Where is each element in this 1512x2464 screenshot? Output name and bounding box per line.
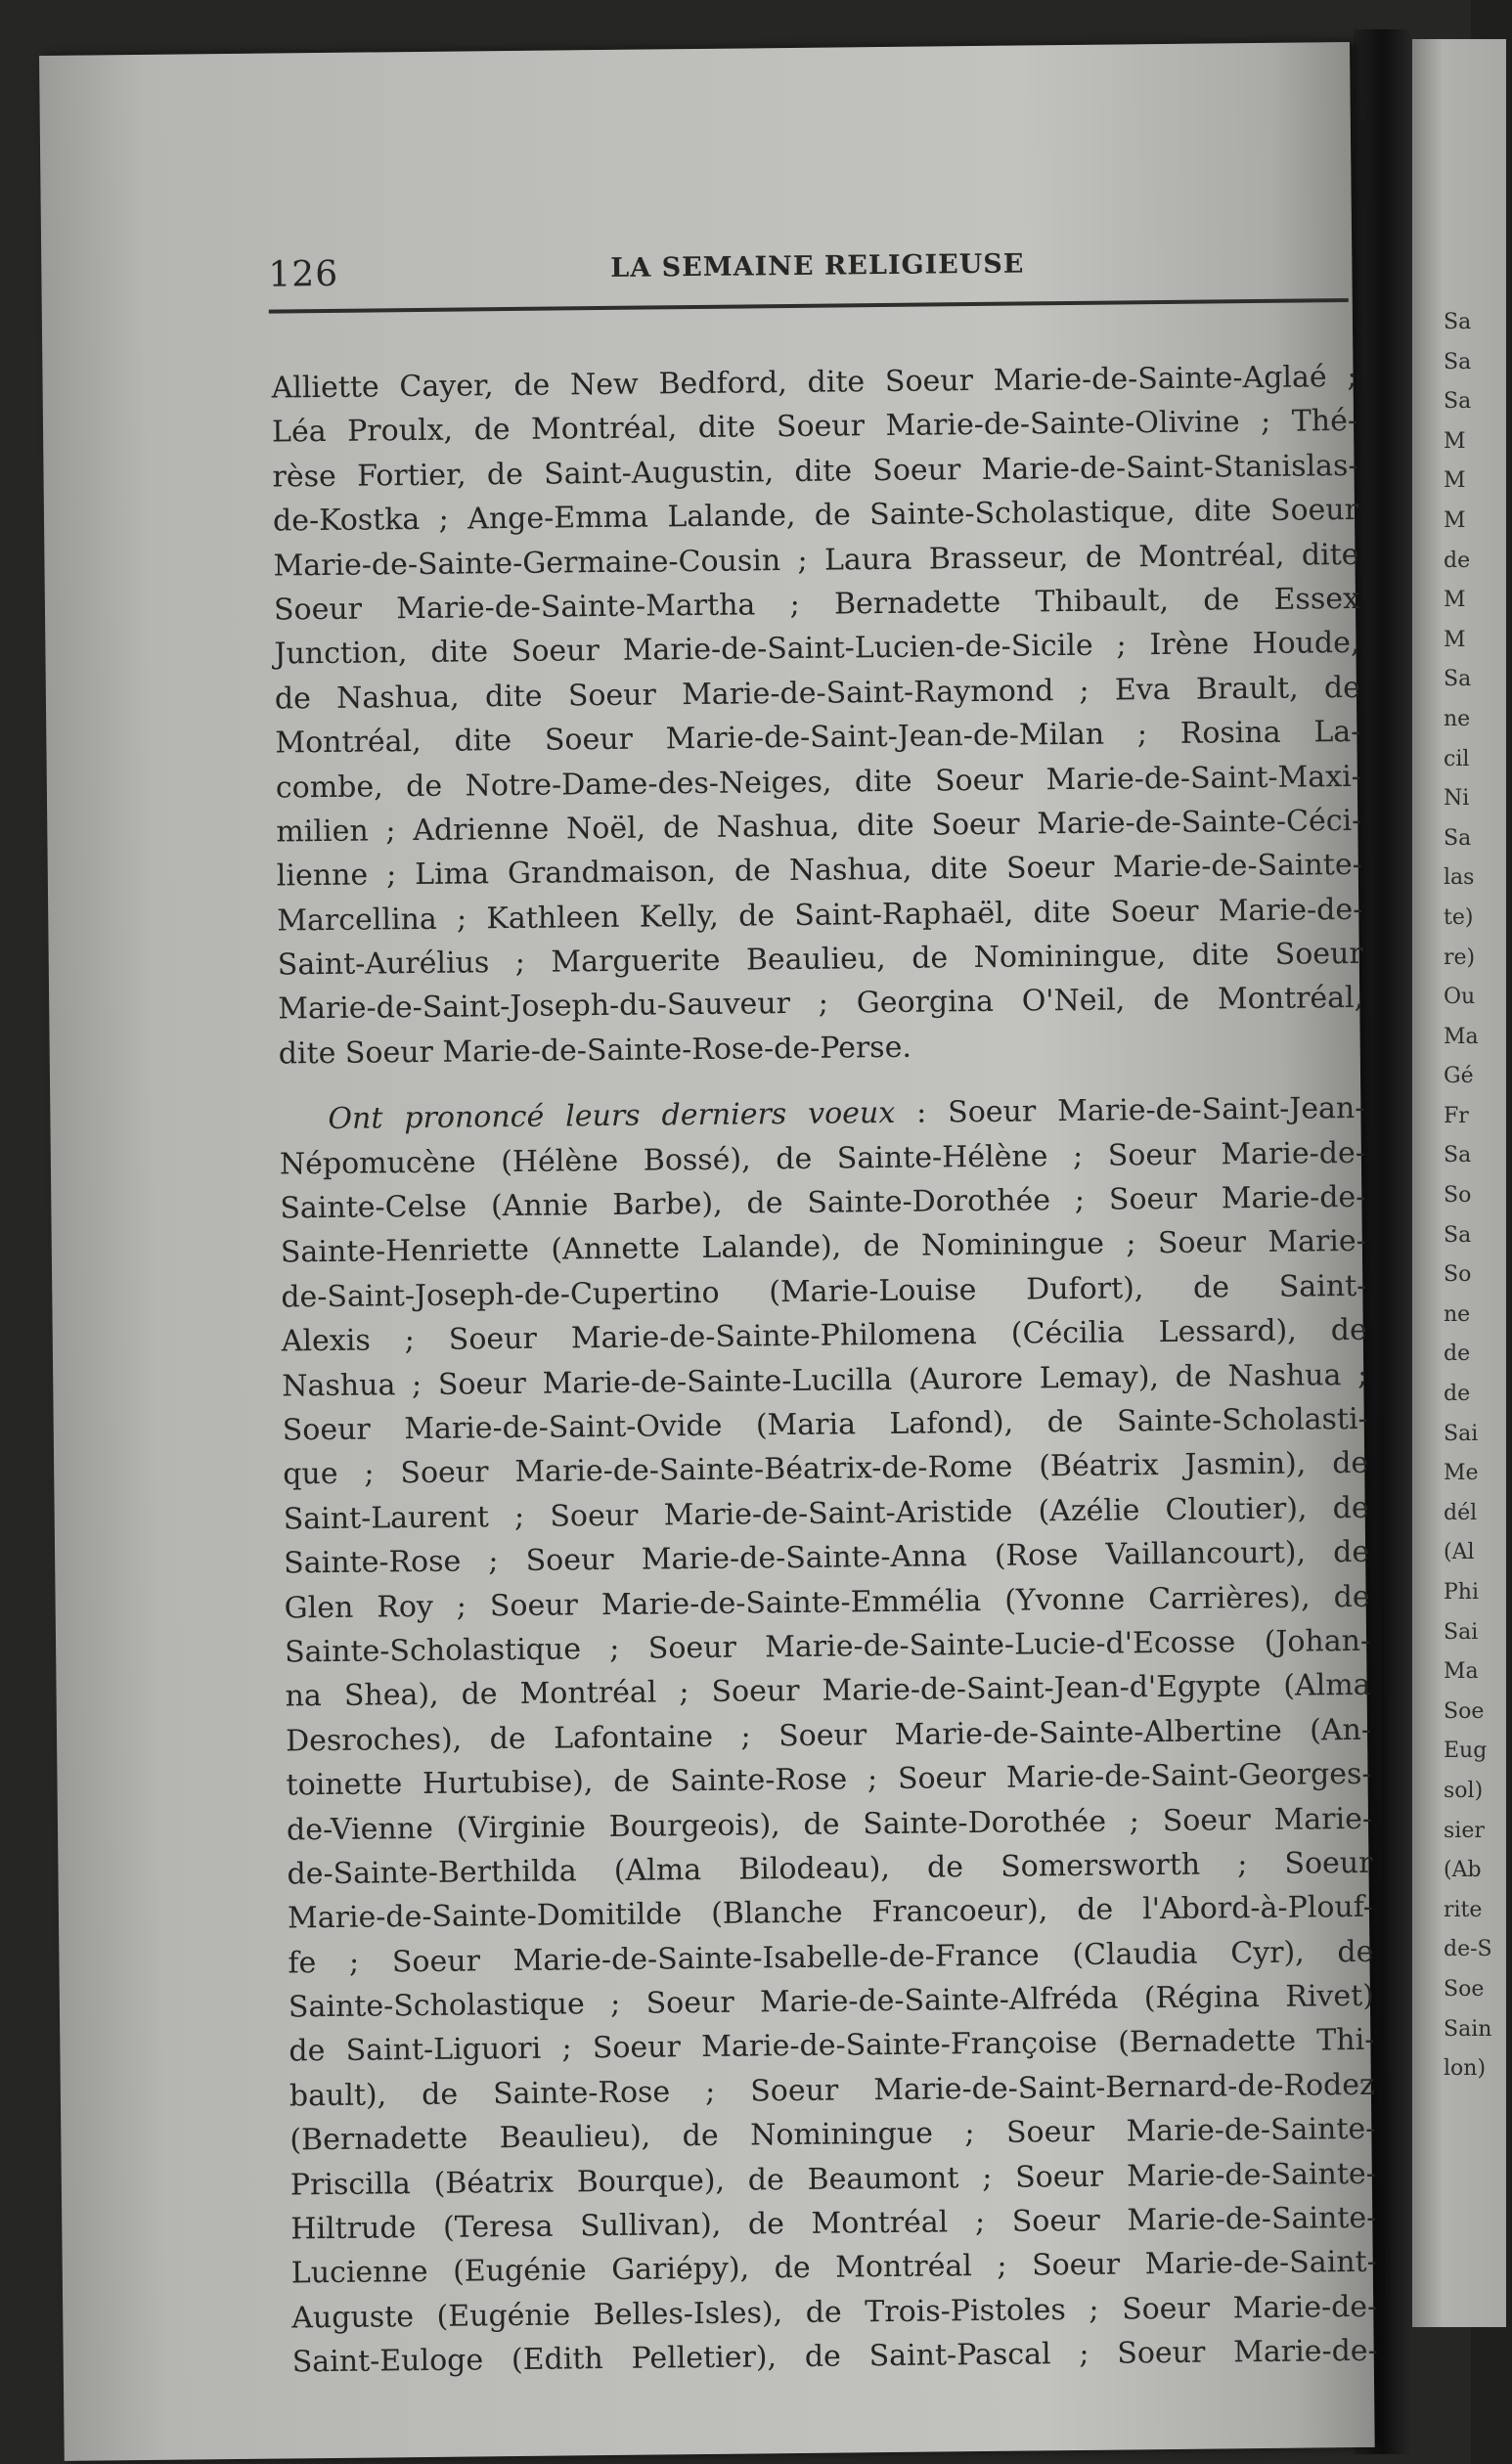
facing-page-fragment: Phi [1444,1580,1480,1605]
facing-page-fragment: Sa [1444,825,1472,851]
facing-page-fragment: Sa [1444,667,1472,692]
facing-page-fragment: M [1444,468,1466,494]
body-text [271,355,1388,2385]
facing-page-fragment: sol) [1444,1778,1484,1803]
facing-page-fragment: Fr [1444,1103,1469,1128]
facing-page-fragment: lon) [1444,2056,1487,2082]
text-line: na Shea), de Montréal ; Soeur Marie-de-Saint-Jean-d'Egypte (Alma [285,1668,1371,1714]
facing-page-fragment: M [1444,588,1466,613]
text-line: Saint-Aurélius ; Marguerite Beaulieu, de Nominingue, dite Soeur [277,936,1363,983]
facing-page-fragment: Ou [1444,985,1476,1010]
facing-page-edge [1408,39,1506,2327]
text-line: Alexis ; Soeur Marie-de-Sainte-Philomena (Cécilia Lessard), de [281,1313,1367,1359]
facing-page-fragment: Sai [1444,1421,1479,1446]
header-rule [269,298,1349,314]
text-line: de-Sainte-Berthilda (Alma Bilodeau), de Somersworth ; Soeur [287,1845,1373,1892]
facing-page-fragment: te) [1444,904,1474,930]
text-line: Soeur Marie-de-Saint-Ovide (Maria Lafond), de Sainte-Scholasti- [282,1401,1368,1448]
facing-page-fragment: So [1444,1183,1472,1209]
text-line: combe, de Notre-Dame-des-Neiges, dite Soeur Marie-de-Saint-Maxi- [275,759,1362,806]
text-line: de-Vienne (Virginie Bourgeois), de Sainte-Dorothée ; Soeur Marie- [286,1801,1373,1847]
facing-page-fragment: de [1444,1342,1471,1367]
facing-page-fragment: Ni [1444,786,1470,812]
text-line: Montréal, dite Soeur Marie-de-Saint-Jean-de-Milan ; Rosina La- [275,715,1361,761]
facing-page-fragment: las [1444,865,1475,891]
facing-page-fragments [1444,303,1512,2090]
text-line: Marcellina ; Kathleen Kelly, de Saint-Raphaël, dite Soeur Marie-de- [277,892,1363,939]
text-line: Hiltrude (Teresa Sullivan), de Montréal ; Soeur Marie-de-Sainte- [290,2200,1377,2247]
facing-page-fragment: Me [1444,1461,1479,1486]
text-line: Sainte-Scholastique ; Soeur Marie-de-Sainte-Alfréda (Régina Rivet) [288,1978,1375,2025]
text-line: Alliette Cayer, de New Bedford, dite Soeur Marie-de-Sainte-Aglaé ; [271,359,1357,406]
text-line: Auguste (Eugénie Belles-Isles), de Trois-Pistoles ; Soeur Marie-de- [291,2289,1378,2336]
text-line: Saint-Laurent ; Soeur Marie-de-Saint-Aristide (Azélie Cloutier), de [283,1490,1369,1537]
facing-page-fragment: ne [1444,706,1471,731]
facing-page-fragment: (Al [1444,1540,1475,1565]
facing-page-fragment: ne [1444,1301,1471,1327]
facing-page-fragment: re) [1444,945,1476,970]
text-line: toinette Hurtubise), de Sainte-Rose ; Soeur Marie-de-Saint-Georges- [286,1756,1372,1803]
paragraph-first-vows [271,355,1374,1077]
text-line: de-Saint-Joseph-de-Cupertino (Marie-Louise Dufort), de Saint- [281,1268,1367,1315]
facing-page-fragment: Ma [1444,1659,1479,1685]
text-line: fe ; Soeur Marie-de-Sainte-Isabelle-de-France (Claudia Cyr), de [288,1934,1374,1981]
facing-page-fragment: Sa [1444,310,1472,334]
text-line: Soeur Marie-de-Sainte-Martha ; Bernadette Thibault, de Essex [273,581,1360,628]
text-line: Marie-de-Sainte-Germaine-Cousin ; Laura Brasseur, de Montréal, dite [273,537,1359,584]
facing-page-fragment: cil [1444,746,1470,771]
text-line: rèse Fortier, de Saint-Augustin, dite Soeur Marie-de-Saint-Stanislas- [272,448,1358,495]
margin-smudge [6,782,25,815]
running-title: LA SEMAINE RELIGIEUSE [610,248,1025,284]
text-line: Nashua ; Soeur Marie-de-Sainte-Lucilla (Aurore Lemay), de Nashua ; [282,1357,1368,1404]
text-line: Sainte-Henriette (Annette Lalande), de Nominingue ; Soeur Marie- [280,1224,1366,1270]
facing-page-fragment: Soe [1444,1976,1485,2002]
facing-page-fragment: Sa [1444,1222,1472,1248]
facing-page-fragment: sier [1444,1818,1485,1843]
facing-page-fragment: de [1444,1382,1471,1407]
facing-page-fragment: M [1444,627,1466,652]
facing-page-fragment: Sain [1444,2016,1492,2042]
facing-page-fragment: Sa [1444,349,1472,374]
facing-page-fragment: Gé [1444,1064,1474,1089]
facing-page-fragment: Sa [1444,1143,1472,1168]
facing-page-fragment: de-S [1444,1937,1492,1962]
facing-page-fragment: Ma [1444,1024,1479,1049]
text-line: (Bernadette Beaulieu), de Nominingue ; Soeur Marie-de-Sainte- [289,2112,1376,2158]
facing-page-fragment: Eug [1444,1738,1488,1764]
text-line: dite Soeur Marie-de-Sainte-Rose-de-Perse. [278,1030,912,1072]
facing-page-fragment: (Ab [1444,1858,1482,1883]
text-line: Marie-de-Sainte-Domitilde (Blanche Francoeur), de l'Abord-à-Plouf- [287,1890,1374,1936]
text-line: que ; Soeur Marie-de-Sainte-Béatrix-de-Rome (Béatrix Jasmin), de [283,1446,1369,1492]
text-line: de-Kostka ; Ange-Emma Lalande, de Sainte-Scholastique, dite Soeur [272,493,1359,539]
text-line: Marie-de-Saint-Joseph-du-Sauveur ; Georgina O'Neil, de Montréal, [278,981,1364,1027]
facing-page-fragment: So [1444,1262,1472,1288]
text-line: Saint-Euloge (Edith Pelletier), de Saint-Pascal ; Soeur Marie-de- [291,2334,1378,2380]
text-line: Lucienne (Eugénie Gariépy), de Montréal ; Soeur Marie-de-Saint- [290,2245,1377,2291]
paragraph-final-vows [279,1086,1388,2385]
text-line: de Nashua, dite Soeur Marie-de-Saint-Raymond ; Eva Brault, de [274,670,1361,717]
paragraph-lead-rest: : Soeur Marie-de-Saint-Jean- [895,1091,1365,1131]
facing-page-fragment: Sa [1444,389,1472,415]
text-line: milien ; Adrienne Noël, de Nashua, dite Soeur Marie-de-Sainte-Céci- [276,803,1362,850]
text-line: Sainte-Scholastique ; Soeur Marie-de-Sainte-Lucie-d'Ecosse (Johan- [284,1623,1371,1670]
text-line: de Saint-Liguori ; Soeur Marie-de-Sainte-Françoise (Bernadette Thi- [289,2023,1375,2069]
text-line: bault), de Sainte-Rose ; Soeur Marie-de-Saint-Bernard-de-Rodez [289,2067,1376,2114]
text-line: Glen Roy ; Soeur Marie-de-Sainte-Emmélia (Yvonne Carrières), de [284,1579,1370,1626]
facing-page-fragment: Sai [1444,1619,1479,1645]
facing-page-fragment: Soe [1444,1698,1485,1724]
facing-page-fragment: de [1444,548,1471,573]
text-line: Sainte-Celse (Annie Barbe), de Sainte-Dorothée ; Soeur Marie-de- [280,1179,1366,1226]
page [39,42,1378,2461]
facing-page-fragment: M [1444,507,1466,533]
facing-page-fragment: rite [1444,1897,1483,1922]
text-line: Népomucène (Hélène Bossé), de Sainte-Hélène ; Soeur Marie-de- [279,1135,1366,1182]
facing-page-fragment: M [1444,428,1466,454]
text-line: Junction, dite Soeur Marie-de-Saint-Lucien-de-Sicile ; Irène Houde, [274,626,1360,672]
text-line: Sainte-Rose ; Soeur Marie-de-Sainte-Anna (Rose Vaillancourt), de [284,1535,1370,1581]
text-line: Desroches), de Lafontaine ; Soeur Marie-de-Sainte-Albertine (An- [285,1712,1372,1759]
page-number: 126 [268,253,339,295]
text-line: Léa Proulx, de Montréal, dite Soeur Marie-de-Sainte-Olivine ; Thé- [271,404,1358,450]
facing-page-fragment: dél [1444,1500,1478,1525]
text-line: lienne ; Lima Grandmaison, de Nashua, dite Soeur Marie-de-Sainte- [276,848,1362,894]
paragraph-lead-italic: Ont prononcé leurs derniers voeux [328,1096,896,1137]
page-header [268,230,1384,310]
text-line: Priscilla (Béatrix Bourque), de Beaumont ; Soeur Marie-de-Sainte- [289,2156,1376,2203]
